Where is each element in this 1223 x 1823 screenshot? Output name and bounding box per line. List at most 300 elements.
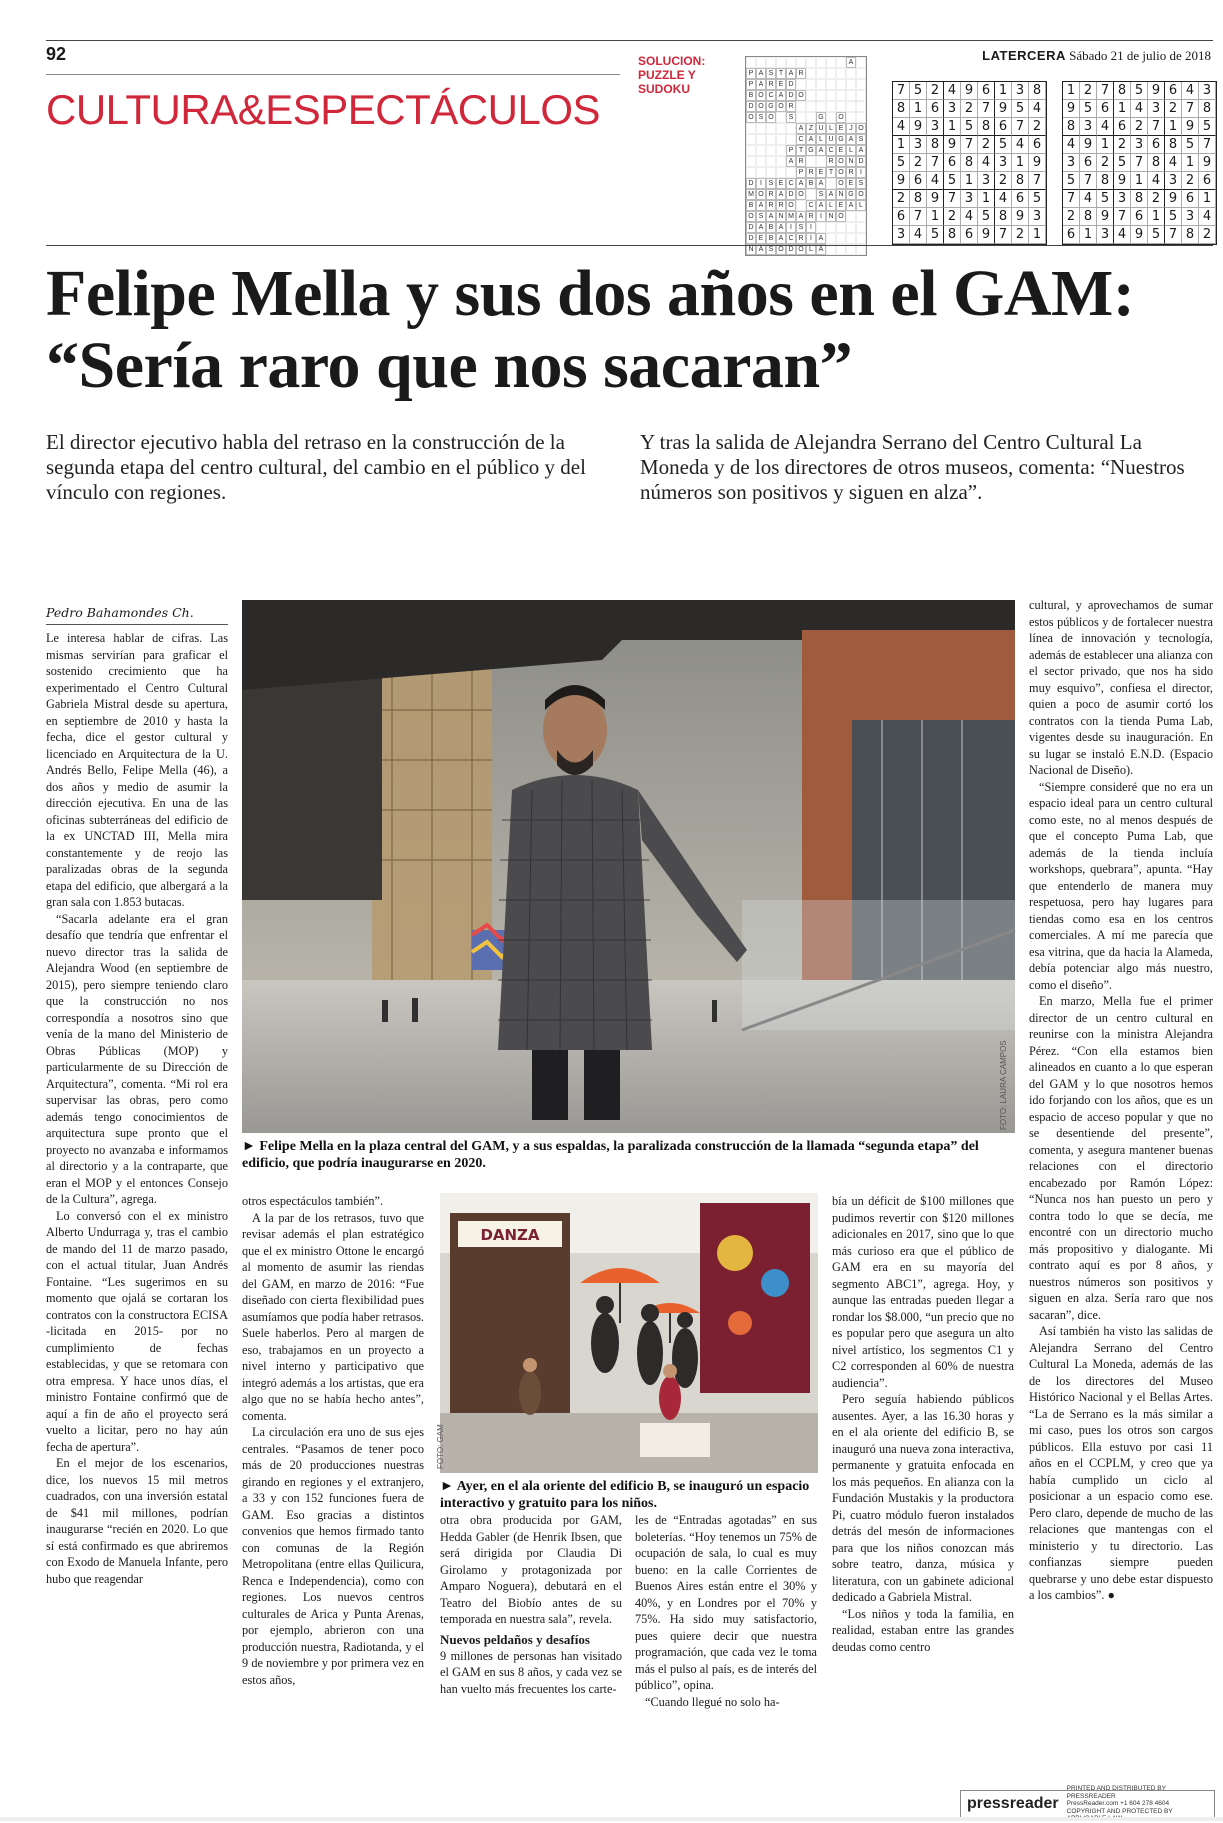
crossword-cell: I bbox=[756, 178, 766, 189]
section-title: CULTURA&ESPECTÁCULOS bbox=[46, 86, 601, 133]
crossword-cell bbox=[846, 112, 856, 123]
crossword-cell bbox=[756, 123, 766, 134]
pressreader-line-3: COPYRIGHT AND PROTECTED BY bbox=[1066, 1807, 1173, 1815]
sudoku-cell: 8 bbox=[1148, 154, 1165, 172]
crossword-cell: D bbox=[786, 90, 796, 101]
main-photo bbox=[242, 600, 1015, 1133]
secondary-photo-illustration bbox=[440, 1193, 818, 1473]
paragraph: A la par de los retrasos, tuvo que revisar además el plan estratégico que el ex ministro Ottone le encargó al momento de asumir las riendas del GAM, en marzo de 2016: “Fue diseñado con cierta flexibilidad pues asumíamos que podía haber retrasos. Suele haberlos. Pero al margen de eso, trabajamos en un proyecto a nivel interno y participativo que integró además a los artistas, que era algo que no se había hecho antes”, comenta. bbox=[242, 1210, 424, 1423]
sudoku-cell: 7 bbox=[1199, 136, 1216, 154]
sudoku-cell: 4 bbox=[995, 190, 1012, 208]
crossword-solution bbox=[745, 56, 867, 256]
sudoku-cell: 5 bbox=[944, 172, 961, 190]
sudoku-cell: 1 bbox=[1165, 118, 1182, 136]
sudoku-cell: 5 bbox=[927, 226, 944, 244]
crossword-cell: I bbox=[816, 211, 826, 222]
crossword-cell: A bbox=[796, 123, 806, 134]
body-column-2 bbox=[242, 1193, 424, 1688]
crossword-cell: G bbox=[836, 134, 846, 145]
sudoku-cell: 2 bbox=[1029, 118, 1046, 136]
sudoku-cell: 1 bbox=[1114, 100, 1131, 118]
crossword-cell: A bbox=[756, 244, 766, 255]
crossword-cell: B bbox=[766, 233, 776, 244]
crossword-cell: J bbox=[846, 123, 856, 134]
sudoku-cell: 8 bbox=[1012, 172, 1029, 190]
sudoku-cell: 9 bbox=[927, 190, 944, 208]
paragraph: les de “Entradas agotadas” en sus boleterías. “Hoy tenemos un 75% de ocupación de sala, lo cual es muy bueno: en la calle Corrientes de Buenos Aires están entre el 30% y 40%, y en Londres por el 70% y 75%. Ha sido muy satisfactorio, pues quiere decir que nuestra programación, que cada vez le toma más el pulso al país, es de interés del público”, opina. bbox=[635, 1513, 817, 1692]
crossword-cell: C bbox=[826, 145, 836, 156]
crossword-cell: R bbox=[826, 156, 836, 167]
crossword-cell bbox=[836, 68, 846, 79]
crossword-cell: A bbox=[856, 145, 866, 156]
sudoku-cell: 6 bbox=[1029, 136, 1046, 154]
crossword-cell bbox=[826, 101, 836, 112]
sudoku-cell: 8 bbox=[1131, 190, 1148, 208]
sudoku-cell: 7 bbox=[995, 226, 1012, 244]
secondary-photo-caption: ► Ayer, en el ala oriente del edificio B, se inauguró un espacio interactivo y gratuito para los niños. bbox=[440, 1479, 810, 1511]
crossword-cell: N bbox=[836, 189, 846, 200]
crossword-cell: Z bbox=[806, 123, 816, 134]
sudoku-cell: 9 bbox=[978, 226, 995, 244]
sudoku-cell: 6 bbox=[961, 226, 978, 244]
crossword-cell bbox=[856, 112, 866, 123]
crossword-cell: O bbox=[856, 123, 866, 134]
crossword-cell: N bbox=[776, 211, 786, 222]
sudoku-cell: 5 bbox=[961, 118, 978, 136]
crossword-cell: S bbox=[766, 178, 776, 189]
crossword-cell: S bbox=[766, 68, 776, 79]
crossword-cell: E bbox=[836, 123, 846, 134]
sudoku-cell: 5 bbox=[1097, 190, 1114, 208]
paragraph: Pero seguía habiendo públicos ausentes. Ayer, a las 16.30 horas y en el ala oriente del edificio B, se inauguró una nueva zona interactiva, permanente y gratuita enfocada en los más pequeños. En alianza con la Fundación Mustakis y la productora Pi, cuatro módulo fueron instalados detrás del mesón de informaciones para que los niños conozcan más sobre teatro, danza, música y literatura, con un gabinete adicional dedicado a Gabriela Mistral. bbox=[832, 1392, 1014, 1604]
crossword-cell: A bbox=[846, 57, 856, 68]
sudoku-cell: 5 bbox=[910, 82, 927, 100]
crossword-cell bbox=[766, 156, 776, 167]
sudoku-cell: 2 bbox=[1114, 136, 1131, 154]
sudoku-cell: 4 bbox=[978, 154, 995, 172]
crossword-cell: I bbox=[806, 222, 816, 233]
crossword-cell bbox=[806, 112, 816, 123]
crossword-cell bbox=[756, 134, 766, 145]
crossword-cell: A bbox=[796, 178, 806, 189]
sudoku-cell: 2 bbox=[1012, 226, 1029, 244]
sudoku-cell: 7 bbox=[927, 154, 944, 172]
sudoku-cell: 6 bbox=[1182, 190, 1199, 208]
crossword-cell: D bbox=[856, 156, 866, 167]
sudoku-cell: 3 bbox=[1012, 82, 1029, 100]
sudoku-cell: 5 bbox=[1114, 154, 1131, 172]
sudoku-cell: 7 bbox=[1080, 172, 1097, 190]
crossword-cell: A bbox=[816, 178, 826, 189]
sudoku-cell: 4 bbox=[1199, 208, 1216, 226]
deck-right: Y tras la salida de Alejandra Serrano del Centro Cultural La Moneda y de los directores de otros museos, comenta: “Nuestros números son positivos y siguen en alza”. bbox=[640, 430, 1185, 504]
crossword-cell: S bbox=[796, 222, 806, 233]
sudoku-cell: 8 bbox=[995, 208, 1012, 226]
sudoku-cell: 1 bbox=[995, 82, 1012, 100]
sudoku-cell: 7 bbox=[1165, 226, 1182, 244]
paragraph: La circulación era uno de sus ejes centrales. “Pasamos de tener poco más de 20 producciones nuestras girando en regiones y el extranjero, a 33 y con 152 funciones fuera de GAM. Eso gracias a distintos convenios que hemos firmado tanto con comunas de la Región Metropolitana (entre ellas Quilicura, Renca e Independencia), como con regiones. Los nuevos centros culturales de Arica y Punta Arenas, por ejemplo, abrieron con una producción nuestra, Radiotanda, y el 9 de noviembre y por primera vez en estos años, bbox=[242, 1425, 424, 1687]
crossword-cell bbox=[776, 156, 786, 167]
headline-rule bbox=[46, 245, 1213, 246]
crossword-cell: G bbox=[846, 189, 856, 200]
crossword-cell bbox=[856, 101, 866, 112]
crossword-cell: G bbox=[816, 112, 826, 123]
sudoku-cell: 1 bbox=[1012, 154, 1029, 172]
crossword-cell: O bbox=[746, 112, 756, 123]
crossword-cell bbox=[856, 57, 866, 68]
sudoku-cell: 1 bbox=[1080, 226, 1097, 244]
crossword-cell: L bbox=[856, 200, 866, 211]
crossword-cell: I bbox=[856, 167, 866, 178]
crossword-cell bbox=[846, 90, 856, 101]
sudoku-cell: 3 bbox=[910, 136, 927, 154]
crossword-cell: O bbox=[836, 178, 846, 189]
sudoku-cell: 7 bbox=[1012, 118, 1029, 136]
sudoku-cell: 2 bbox=[910, 154, 927, 172]
crossword-cell bbox=[816, 79, 826, 90]
sudoku-cell: 2 bbox=[944, 208, 961, 226]
deck-left: El director ejecutivo habla del retraso en la construcción de la segunda etapa del centro cultural, del cambio en el público y del vínculo con regiones. bbox=[46, 430, 586, 504]
crossword-cell bbox=[766, 57, 776, 68]
crossword-cell bbox=[806, 101, 816, 112]
sudoku-cell: 9 bbox=[1199, 154, 1216, 172]
crossword-cell: P bbox=[796, 167, 806, 178]
pressreader-line-1: PRINTED AND DISTRIBUTED BY PRESSREADER bbox=[1066, 1785, 1166, 1800]
crossword-cell: U bbox=[826, 134, 836, 145]
crossword-cell: C bbox=[786, 178, 796, 189]
crossword-cell: A bbox=[786, 156, 796, 167]
crossword-cell bbox=[836, 222, 846, 233]
sudoku-cell: 3 bbox=[1165, 172, 1182, 190]
crossword-cell bbox=[856, 79, 866, 90]
sudoku-cell: 6 bbox=[1097, 100, 1114, 118]
crossword-cell bbox=[836, 90, 846, 101]
crossword-cell bbox=[766, 134, 776, 145]
sudoku-cell: 8 bbox=[1029, 82, 1046, 100]
sudoku-cell: 5 bbox=[893, 154, 910, 172]
sudoku-cell: 2 bbox=[1080, 82, 1097, 100]
sudoku-cell: 6 bbox=[1131, 208, 1148, 226]
crossword-cell: O bbox=[756, 101, 766, 112]
sudoku-cell: 9 bbox=[944, 136, 961, 154]
crossword-cell bbox=[836, 57, 846, 68]
sudoku-cell: 7 bbox=[1097, 82, 1114, 100]
sudoku-cell: 9 bbox=[995, 100, 1012, 118]
crossword-cell: E bbox=[836, 145, 846, 156]
crossword-cell bbox=[756, 156, 766, 167]
crossword-cell: O bbox=[796, 244, 806, 255]
crossword-cell bbox=[846, 233, 856, 244]
sudoku-cell: 6 bbox=[978, 82, 995, 100]
sudoku-cell: 2 bbox=[1165, 100, 1182, 118]
body-column-5 bbox=[832, 1193, 1014, 1655]
pressreader-line-2: PressReader.com +1 604 278 4604 bbox=[1066, 1800, 1170, 1808]
paragraph: “Sacarla adelante era el gran desafío que tendría que enfrentar el nuevo director tras la salida de Alejandra Wood (en septiembre de 2015), pero siempre teniendo claro que la construcción no nos correspondía a nosotros sino que venía de la mano del Ministerio de Obras Públicas (MOP) y particularmente de su Dirección de Arquitectura”, comenta. “Mi rol era supervisar las obras, pero como además tengo conocimientos de arquitectura supe pronto que el proyecto no avanzaba e informamos al directorio y a la contraparte, que eran el MOP y el entonces Consejo de la Cultura”, agrega. bbox=[46, 911, 228, 1206]
crossword-cell: L bbox=[826, 123, 836, 134]
crossword-cell: D bbox=[746, 178, 756, 189]
crossword-cell: T bbox=[826, 167, 836, 178]
crossword-cell: D bbox=[786, 244, 796, 255]
body-column-1 bbox=[46, 630, 228, 1587]
sudoku-cell: 5 bbox=[1012, 100, 1029, 118]
main-photo-caption: ► Felipe Mella en la plaza central del GAM, y a sus espaldas, la paralizada construcción de la llamada “segunda etapa” del edificio, que podría inaugurarse en 2020. bbox=[242, 1139, 979, 1171]
paragraph: En marzo, Mella fue el primer director de un centro cultural en reunirse con la ministra Alejandra Pérez. “Con ella estamos bien alineados en cuanto a lo que esperan del GAM y lo que nosotros hemos ido forjando con los años, que es un espacio de acceso popular y que no se desentiende del presente”, comenta, y asegura mantener buenas relaciones con el directorio encabezado por Ramón López: “Nunca nos han puesto un pero y contra todo lo que se decía, me encontré con un directorio mucho más propositivo y dialogante. Mi contrato aquí es por 8 años, y nuestros números son positivos y siguen en alza. Sería raro que nos sacaran”, dice. bbox=[1029, 994, 1213, 1322]
sudoku-cell: 7 bbox=[1029, 172, 1046, 190]
crossword-cell: S bbox=[856, 178, 866, 189]
crossword-cell: L bbox=[806, 244, 816, 255]
crossword-cell bbox=[766, 123, 776, 134]
crossword-cell bbox=[846, 68, 856, 79]
page-number: 92 bbox=[46, 44, 67, 64]
crossword-cell: A bbox=[776, 233, 786, 244]
crossword-cell: A bbox=[776, 222, 786, 233]
sudoku-cell: 9 bbox=[1097, 208, 1114, 226]
crossword-cell: O bbox=[746, 211, 756, 222]
pressreader-badge[interactable] bbox=[960, 1785, 1215, 1818]
sudoku-cell: 4 bbox=[1097, 118, 1114, 136]
crossword-cell: R bbox=[796, 233, 806, 244]
sudoku-cell: 8 bbox=[961, 154, 978, 172]
newspaper-name: LATERCERA bbox=[982, 48, 1066, 63]
crossword-cell bbox=[816, 156, 826, 167]
crossword-cell: S bbox=[766, 244, 776, 255]
sudoku-cell: 9 bbox=[910, 118, 927, 136]
sudoku-cell: 7 bbox=[978, 100, 995, 118]
crossword-cell: A bbox=[756, 200, 766, 211]
crossword-cell bbox=[776, 112, 786, 123]
crossword-cell: A bbox=[816, 145, 826, 156]
crossword-cell bbox=[776, 145, 786, 156]
crossword-cell bbox=[776, 57, 786, 68]
crossword-cell: I bbox=[806, 233, 816, 244]
main-photo-illustration bbox=[242, 600, 1015, 1133]
sudoku-cell: 5 bbox=[978, 208, 995, 226]
sudoku-cell: 1 bbox=[1097, 136, 1114, 154]
crossword-cell bbox=[796, 112, 806, 123]
crossword-cell: G bbox=[766, 101, 776, 112]
crossword-cell: B bbox=[766, 222, 776, 233]
crossword-cell: M bbox=[786, 211, 796, 222]
paragraph: otra obra producida por GAM, Hedda Gabler (de Henrik Ibsen, que será dirigida por Claudia Di Girolamo y protagonizada por Amparo Noguera), debutará en el Teatro del Biobío antes de su temporada en nuestra sala”, revela. bbox=[440, 1513, 622, 1626]
crossword-cell: R bbox=[786, 101, 796, 112]
crossword-cell bbox=[746, 57, 756, 68]
crossword-cell: E bbox=[816, 167, 826, 178]
crossword-cell: L bbox=[846, 145, 856, 156]
crossword-cell bbox=[846, 79, 856, 90]
danza-sign: DANZA bbox=[480, 1226, 540, 1244]
crossword-cell bbox=[826, 112, 836, 123]
crossword-cell: S bbox=[816, 189, 826, 200]
crossword-cell bbox=[756, 167, 766, 178]
crossword-cell bbox=[806, 68, 816, 79]
sudoku-cell: 4 bbox=[1182, 82, 1199, 100]
sudoku-cell: 6 bbox=[1148, 136, 1165, 154]
crossword-cell: A bbox=[756, 79, 766, 90]
sudoku-cell: 3 bbox=[978, 172, 995, 190]
crossword-cell: A bbox=[846, 200, 856, 211]
crossword-cell bbox=[796, 79, 806, 90]
crossword-cell: E bbox=[756, 233, 766, 244]
solution-label: SOLUCION: PUZZLE Y SUDOKU bbox=[638, 54, 706, 96]
sudoku-cell: 6 bbox=[995, 118, 1012, 136]
sudoku-cell: 2 bbox=[1148, 190, 1165, 208]
sudoku-cell: 3 bbox=[1199, 82, 1216, 100]
crossword-cell: L bbox=[826, 200, 836, 211]
crossword-cell: N bbox=[846, 156, 856, 167]
sudoku-cell: 3 bbox=[1097, 226, 1114, 244]
sudoku-cell: 6 bbox=[1165, 82, 1182, 100]
sudoku-cell: 1 bbox=[1029, 226, 1046, 244]
crossword-cell: O bbox=[796, 189, 806, 200]
main-photo-credit: FOTO: LAURA CAMPOS bbox=[999, 1040, 1008, 1130]
sudoku-cell: 9 bbox=[1182, 118, 1199, 136]
crossword-cell: A bbox=[786, 68, 796, 79]
crossword-cell: L bbox=[816, 134, 826, 145]
subhead: Nuevos peldaños y desafíos bbox=[440, 1631, 590, 1647]
crossword-cell bbox=[816, 101, 826, 112]
crossword-cell: O bbox=[856, 189, 866, 200]
sudoku-cell: 1 bbox=[893, 136, 910, 154]
sudoku-cell: 5 bbox=[1080, 100, 1097, 118]
paragraph: bía un déficit de $100 millones que pudimos revertir con $120 millones adicionales en 2017, sino que lo que más curioso era que el público de GAM era en su mayoría del segmento ABC1”, agrega. Hoy, y aunque las entradas pueden llegar a rondar los $8.000, “un precio que no es popular pero que asegura un alto nivel artístico, los segmentos C1 y C2 corresponden al 60% de nuestra audiencia”. bbox=[832, 1194, 1014, 1390]
crossword-cell: R bbox=[766, 79, 776, 90]
crossword-cell: N bbox=[746, 244, 756, 255]
sudoku-cell: 3 bbox=[1063, 154, 1080, 172]
sudoku-cell: 3 bbox=[1114, 190, 1131, 208]
crossword-cell bbox=[856, 90, 866, 101]
crossword-cell: E bbox=[846, 178, 856, 189]
crossword-cell: A bbox=[816, 233, 826, 244]
crossword-cell bbox=[826, 90, 836, 101]
sudoku-cell: 1 bbox=[927, 208, 944, 226]
crossword-cell bbox=[846, 222, 856, 233]
crossword-cell: O bbox=[836, 211, 846, 222]
crossword-cell: C bbox=[786, 233, 796, 244]
sudoku-cell: 9 bbox=[1080, 136, 1097, 154]
sudoku-solution-2 bbox=[1062, 81, 1217, 245]
sudoku-cell: 4 bbox=[961, 208, 978, 226]
sudoku-cell: 1 bbox=[961, 172, 978, 190]
sudoku-cell: 8 bbox=[910, 190, 927, 208]
crossword-cell bbox=[816, 68, 826, 79]
crossword-cell: A bbox=[756, 68, 766, 79]
crossword-cell bbox=[836, 233, 846, 244]
sudoku-cell: 4 bbox=[1029, 100, 1046, 118]
crossword-cell: B bbox=[746, 90, 756, 101]
crossword-cell: B bbox=[746, 200, 756, 211]
crossword-cell bbox=[836, 79, 846, 90]
sudoku-cell: 7 bbox=[1182, 100, 1199, 118]
crossword-cell bbox=[826, 79, 836, 90]
crossword-cell: A bbox=[756, 222, 766, 233]
crossword-cell bbox=[826, 178, 836, 189]
crossword-cell bbox=[796, 200, 806, 211]
sudoku-cell: 2 bbox=[1097, 154, 1114, 172]
secondary-photo-credit: FOTO: GAM bbox=[436, 1424, 445, 1469]
sudoku-cell: 8 bbox=[1097, 172, 1114, 190]
crossword-cell bbox=[806, 90, 816, 101]
crossword-cell: R bbox=[846, 167, 856, 178]
sudoku-cell: 5 bbox=[1165, 208, 1182, 226]
sudoku-cell: 4 bbox=[1012, 136, 1029, 154]
sudoku-cell: 6 bbox=[1063, 226, 1080, 244]
paragraph: Lo conversó con el ex ministro Alberto Undurraga y, tras el cambio de mando del 11 de marzo pasado, con el actual titular, Juan Andrés Fontaine. “Les sugerimos en su momento que ojalá se cortaran los contratos con la constructora ECISA -licitada en 2015- por no cumplimiento de fechas establecidas, y que se retomara con otra empresa. Y hace unos días, el ministro Fontaine confirmó que de aquí a fin de año el proyecto será vuelto a licitar, pero no hay aún fecha de apertura”. bbox=[46, 1208, 228, 1454]
sudoku-cell: 2 bbox=[1063, 208, 1080, 226]
crossword-cell: D bbox=[746, 101, 756, 112]
crossword-cell bbox=[826, 233, 836, 244]
sudoku-cell: 7 bbox=[910, 208, 927, 226]
crossword-cell bbox=[806, 189, 816, 200]
sudoku-cell: 3 bbox=[1080, 118, 1097, 136]
crossword-cell: O bbox=[796, 90, 806, 101]
sudoku-cell: 1 bbox=[1131, 172, 1148, 190]
sudoku-cell: 4 bbox=[893, 118, 910, 136]
sudoku-cell: 9 bbox=[1131, 226, 1148, 244]
sudoku-cell: 8 bbox=[893, 100, 910, 118]
crossword-cell bbox=[756, 145, 766, 156]
sudoku-cell: 5 bbox=[1182, 136, 1199, 154]
crossword-cell: U bbox=[816, 123, 826, 134]
body-column-4 bbox=[635, 1512, 817, 1710]
sudoku-cell: 7 bbox=[1114, 208, 1131, 226]
crossword-cell: E bbox=[836, 200, 846, 211]
sudoku-cell: 6 bbox=[944, 154, 961, 172]
sudoku-cell: 2 bbox=[1131, 118, 1148, 136]
sudoku-cell: 4 bbox=[1148, 172, 1165, 190]
sudoku-cell: 2 bbox=[995, 172, 1012, 190]
sudoku-cell: 3 bbox=[1131, 136, 1148, 154]
sudoku-cell: 1 bbox=[944, 118, 961, 136]
crossword-cell bbox=[836, 101, 846, 112]
crossword-cell: C bbox=[806, 200, 816, 211]
crossword-cell: A bbox=[766, 211, 776, 222]
crossword-cell: S bbox=[786, 112, 796, 123]
crossword-cell bbox=[756, 57, 766, 68]
crossword-cell: R bbox=[796, 68, 806, 79]
sudoku-cell: 3 bbox=[1029, 208, 1046, 226]
sudoku-cell: 4 bbox=[1114, 226, 1131, 244]
sudoku-cell: 2 bbox=[893, 190, 910, 208]
crossword-cell bbox=[826, 68, 836, 79]
body-column-6 bbox=[1029, 597, 1213, 1604]
crossword-cell: O bbox=[766, 112, 776, 123]
sudoku-cell: 2 bbox=[927, 82, 944, 100]
sudoku-cell: 8 bbox=[1080, 208, 1097, 226]
sudoku-cell: 6 bbox=[893, 208, 910, 226]
sudoku-cell: 4 bbox=[910, 226, 927, 244]
sudoku-cell: 4 bbox=[927, 172, 944, 190]
sudoku-cell: 9 bbox=[1063, 100, 1080, 118]
crossword-cell: S bbox=[756, 211, 766, 222]
crossword-cell: D bbox=[746, 233, 756, 244]
sudoku-cell: 3 bbox=[995, 154, 1012, 172]
paragraph: 9 millones de personas han visitado el GAM en sus 8 años, y cada vez se han vuelto más frecuentes los carte- bbox=[440, 1648, 622, 1696]
sudoku-cell: 6 bbox=[927, 100, 944, 118]
crossword-cell bbox=[776, 167, 786, 178]
paragraph: Le interesa hablar de cifras. Las mismas servirían para graficar el sostenido crecimiento que ha experimentado el Centro Cultural Gabriela Mistral desde su apertura, en septiembre de 2010 y hasta la fecha, dice el gestor cultural y licenciado en Arquitectura de la U. Andrés Bello, Felipe Mella (46), a dos años y medio de asumir la dirección ejecutiva. En una de las oficinas subterráneas del edificio de la ex UNCTAD III, Mella mira constantemente y de reojo las paralizadas obras de la segunda etapa del edificio, que albergará a la gran sala con 1.853 butacas. bbox=[46, 631, 228, 909]
sudoku-cell: 3 bbox=[927, 118, 944, 136]
crossword-cell: S bbox=[756, 112, 766, 123]
sudoku-cell: 7 bbox=[893, 82, 910, 100]
crossword-cell bbox=[816, 90, 826, 101]
paragraph: En el mejor de los escenarios, dice, los nuevos 15 mil metros cuadrados, con una inversión estatal de $41 mil millones, podrían inaugurarse “recién en 2020. Lo que sí está confirmado es que abriremos con Exodo de Manuela Infante, pero hubo que reagendar bbox=[46, 1456, 228, 1586]
crossword-cell: R bbox=[796, 156, 806, 167]
pressreader-logo: pressreader bbox=[967, 1795, 1059, 1812]
sudoku-cell: 1 bbox=[1063, 82, 1080, 100]
sudoku-cell: 2 bbox=[1199, 226, 1216, 244]
bottom-rule bbox=[0, 1817, 1223, 1821]
crossword-cell bbox=[786, 134, 796, 145]
